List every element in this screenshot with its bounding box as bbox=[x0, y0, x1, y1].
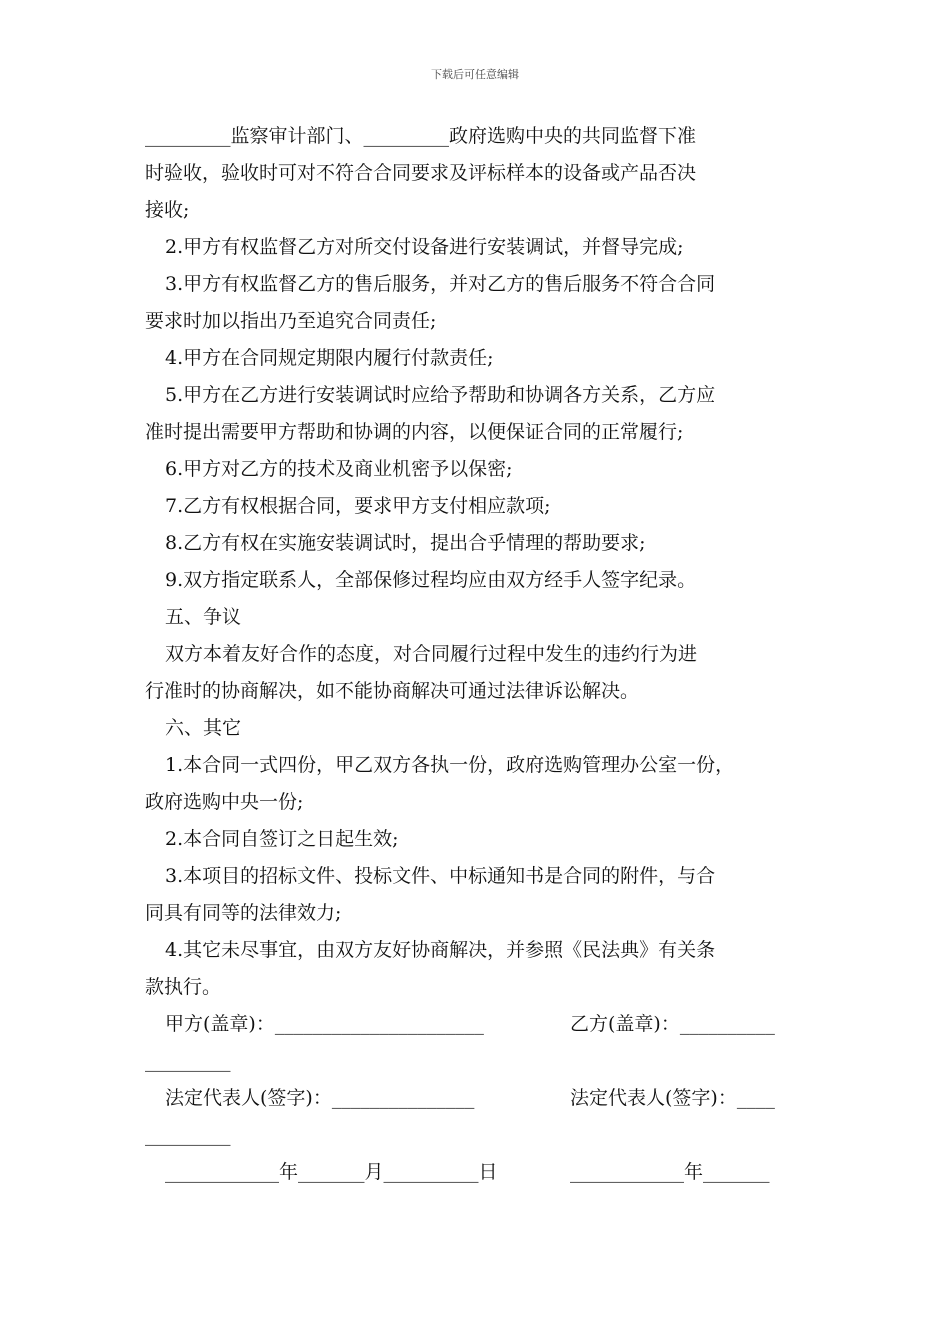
paragraph-line: _________监察审计部门、_________政府选购中央的共同监督下准 bbox=[145, 125, 697, 147]
paragraph-line: 时验收，验收时可对不符合合同要求及评标样本的设备或产品否决 bbox=[145, 162, 697, 184]
party-a-date-field: ____________年_______月__________日 bbox=[165, 1161, 498, 1183]
party-a-rep-field: 法定代表人(签字)：_______________ bbox=[165, 1087, 475, 1109]
seal-row bbox=[145, 1006, 810, 1043]
representative-row bbox=[145, 1080, 810, 1117]
party-a-seal-field: 甲方(盖章)：______________________ bbox=[165, 1013, 484, 1035]
paragraph-line: 行准时的协商解决，如不能协商解决可通过法律诉讼解决。 bbox=[145, 680, 640, 702]
paragraph-line: 准时提出需要甲方帮助和协调的内容，以便保证合同的正常履行; bbox=[145, 421, 684, 443]
other-clause-2: 2.本合同自签订之日起生效; bbox=[165, 828, 399, 850]
paragraph-line: 要求时加以指出乃至追究合同责任; bbox=[145, 310, 437, 332]
section-heading-other: 六、其它 bbox=[165, 717, 242, 739]
section-heading-dispute: 五、争议 bbox=[165, 606, 242, 628]
clause-2: 2.甲方有权监督乙方对所交付设备进行安装调试，并督导完成; bbox=[165, 236, 684, 258]
clause-3: 3.甲方有权监督乙方的售后服务，并对乙方的售后服务不符合合同 bbox=[165, 273, 716, 295]
date-row bbox=[145, 1154, 810, 1191]
clause-8: 8.乙方有权在实施安装调试时，提出合乎情理的帮助要求; bbox=[165, 532, 646, 554]
clause-6: 6.甲方对乙方的技术及商业机密予以保密; bbox=[165, 458, 513, 480]
clause-7: 7.乙方有权根据合同，要求甲方支付相应款项; bbox=[165, 495, 551, 517]
party-b-rep-field: 法定代表人(签字)：____ bbox=[570, 1087, 775, 1109]
other-clause-1: 1.本合同一式四份，甲乙双方各执一份，政府选购管理办公室一份， bbox=[165, 754, 735, 776]
clause-9: 9.双方指定联系人，全部保修过程均应由双方经手人签字纪录。 bbox=[165, 569, 697, 591]
dispute-paragraph: 双方本着友好合作的态度，对合同履行过程中发生的违约行为进 bbox=[165, 643, 698, 665]
clause-5: 5.甲方在乙方进行安装调试时应给予帮助和协调各方关系，乙方应 bbox=[165, 384, 716, 406]
party-b-seal-field: 乙方(盖章)：__________ bbox=[570, 1013, 775, 1035]
seal-continuation: _________ bbox=[145, 1050, 231, 1072]
paragraph-line: 政府选购中央一份; bbox=[145, 791, 304, 813]
contract-body bbox=[145, 118, 810, 1191]
other-clause-4: 4.其它未尽事宜，由双方友好协商解决，并参照《民法典》有关条 bbox=[165, 939, 716, 961]
rep-continuation: _________ bbox=[145, 1124, 231, 1146]
paragraph-line: 款执行。 bbox=[145, 976, 222, 998]
paragraph-line: 同具有同等的法律效力; bbox=[145, 902, 342, 924]
party-b-date-field: ____________年_______ bbox=[570, 1161, 770, 1183]
other-clause-3: 3.本项目的招标文件、投标文件、中标通知书是合同的附件，与合 bbox=[165, 865, 716, 887]
page-header-note: 下载后可任意编辑 bbox=[431, 68, 519, 81]
paragraph-line: 接收; bbox=[145, 199, 190, 221]
clause-4: 4.甲方在合同规定期限内履行付款责任; bbox=[165, 347, 494, 369]
